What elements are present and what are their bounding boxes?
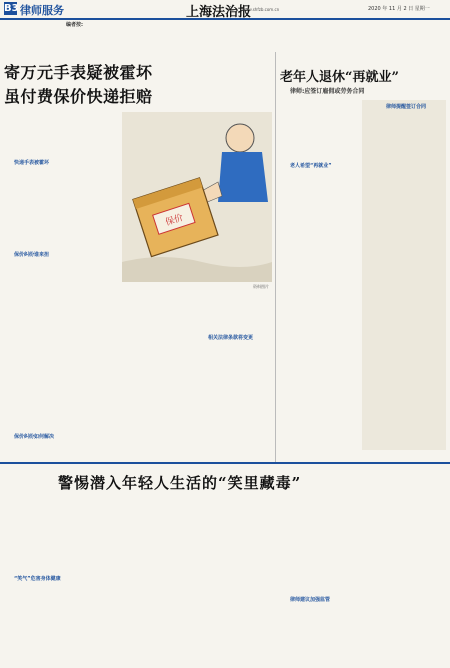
bottom-section-rule <box>0 462 450 464</box>
left-story-headline-line2: 虽付费保价快递拒赔 <box>4 87 153 106</box>
right-story-box-title: 律师提醒签订合同 <box>386 104 427 110</box>
editor-note-tag: 编者按: <box>66 22 83 28</box>
middle-text-a <box>122 290 194 450</box>
bottom-story-text-g <box>362 500 446 666</box>
left-story-text-c <box>4 260 116 310</box>
bottom-story-headline: 警惕潜入年轻人生活的“笑里藏毒” <box>58 474 302 492</box>
paper-name: 上海法治报 <box>186 5 252 20</box>
editor-note <box>36 21 426 45</box>
bottom-story-text-d <box>182 500 266 666</box>
svg-text:保价: 保价 <box>164 213 185 229</box>
left-story-text-a <box>4 118 116 156</box>
bottom-story-text-e <box>272 500 356 592</box>
left-story-subhead-2: 保价纠纷谁来担 <box>14 252 50 258</box>
bottom-story-subhead-2: 律师建议加强监管 <box>290 597 331 603</box>
left-story-subhead-1: 快递手表被霍坏 <box>14 160 50 166</box>
bottom-story-text-a <box>4 500 86 572</box>
right-story-headline: 老年人退休“再就业” <box>280 70 399 85</box>
bottom-story-text-c <box>92 500 176 666</box>
illustration-caption: 资料图片 <box>253 284 269 289</box>
middle-text-c <box>198 344 270 454</box>
right-story-subhead-1: 老人希望“再就业” <box>290 163 332 169</box>
right-story-text-c <box>366 113 442 443</box>
right-story-text-b <box>280 172 358 452</box>
bottom-story-text-b <box>4 584 86 666</box>
column-divider <box>275 52 276 462</box>
right-story-subline: 律师:应签订雇佣或劳务合同 <box>290 88 365 95</box>
bottom-story-subhead-1: “笑气”危害身体健康 <box>14 576 61 582</box>
left-story-text-b <box>4 168 116 248</box>
middle-text-b <box>198 290 270 330</box>
section-name: 律师服务 <box>20 4 64 17</box>
left-story-subhead-3: 保价纠纷如何解决 <box>14 434 55 440</box>
section-badge: B3 <box>4 3 19 14</box>
left-story-headline-line1: 寄万元手表疑被霍坏 <box>4 63 153 82</box>
courier-package-illustration <box>122 112 272 282</box>
right-story-text-a <box>280 100 358 160</box>
bottom-story-text-f <box>272 606 356 666</box>
issue-date: 2020 年 11 月 2 日 星期一 <box>368 6 430 12</box>
paper-url: www.shfzb.com.cn <box>242 7 280 12</box>
middle-subhead: 相关法律条款将变更 <box>208 335 254 341</box>
